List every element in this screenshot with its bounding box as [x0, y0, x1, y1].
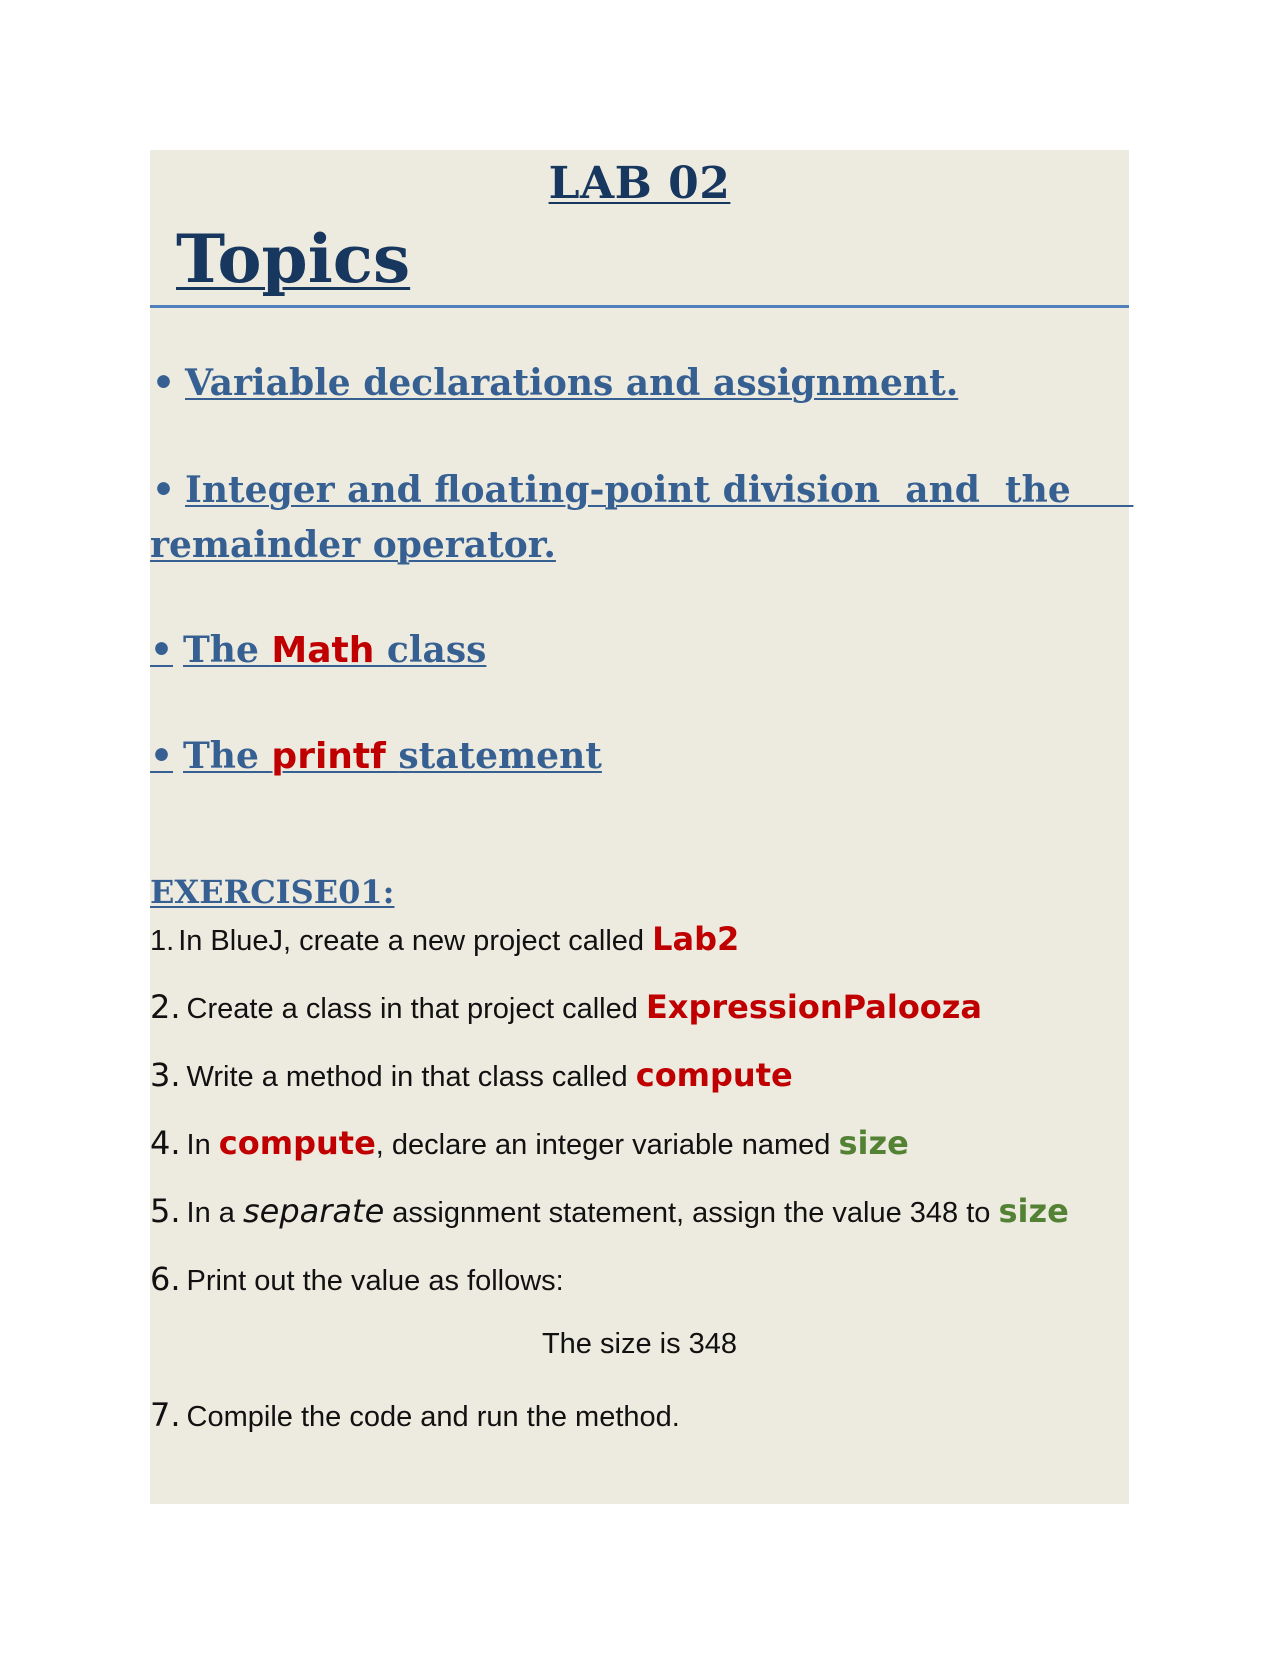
step-number: 6. [150, 1260, 181, 1298]
step-6 [150, 1260, 564, 1298]
step-text-pre: In a [186, 1197, 243, 1229]
step-number: 1. [150, 925, 175, 957]
topic-text: remainder operator. [150, 524, 556, 566]
step-text: Create a class in that project called [186, 993, 646, 1025]
step-text-mid: assignment statement, assign the value 348 to [384, 1197, 999, 1229]
step-number: 2. [150, 988, 181, 1026]
bullet-icon: • [150, 735, 174, 777]
step-text: Write a method in that class called [186, 1061, 636, 1093]
topic-text-post: class [386, 629, 487, 671]
step-1 [150, 920, 739, 958]
step-number: 7. [150, 1396, 181, 1434]
step-text: Compile the code and run the method. [186, 1401, 680, 1433]
topic-printf-statement [150, 735, 602, 777]
expected-output: The size is 348 [541, 1328, 738, 1360]
bullet-icon: • [150, 629, 174, 671]
topic-keyword-math: Math [271, 630, 387, 671]
topic-text-pre: The [183, 629, 272, 671]
topic-integer-division-continued [150, 524, 556, 566]
topic-integer-division [152, 469, 1133, 511]
step-keyword-variable: size [998, 1192, 1069, 1230]
topic-math-class [150, 629, 486, 671]
lab-title: LAB 02 [548, 158, 731, 209]
heading-divider [150, 305, 1129, 308]
step-2 [150, 988, 982, 1026]
step-text: Print out the value as follows: [186, 1265, 564, 1297]
topics-heading: Topics [176, 220, 411, 298]
step-3 [150, 1056, 793, 1094]
step-text-mid: , declare an integer variable named [375, 1129, 839, 1161]
bullet-icon: • [152, 362, 176, 404]
step-keyword: ExpressionPalooza [645, 988, 982, 1026]
document-page [150, 150, 1134, 1504]
step-7 [150, 1396, 680, 1434]
exercise-heading: EXERCISE01: [150, 873, 395, 911]
topic-text: Variable declarations and assignment. [185, 362, 959, 404]
step-text: In BlueJ, create a new project called [178, 925, 653, 957]
topic-keyword-printf: printf [271, 736, 399, 777]
step-5 [150, 1192, 1069, 1230]
step-keyword: compute [635, 1056, 793, 1094]
step-text-pre: In [186, 1129, 219, 1161]
step-keyword: Lab2 [652, 920, 740, 958]
step-number: 4. [150, 1124, 181, 1162]
step-4 [150, 1124, 909, 1162]
bullet-icon: • [152, 469, 176, 511]
topic-text-post: statement [398, 735, 602, 777]
step-number: 5. [150, 1192, 181, 1230]
topic-text-pre: The [183, 735, 272, 777]
step-keyword-variable: size [838, 1124, 909, 1162]
step-number: 3. [150, 1056, 181, 1094]
topic-text: Integer and floating-point division and the [185, 469, 1134, 511]
topic-variable-declarations [152, 362, 958, 404]
step-emphasis: separate [242, 1192, 385, 1230]
step-keyword: compute [218, 1124, 376, 1162]
